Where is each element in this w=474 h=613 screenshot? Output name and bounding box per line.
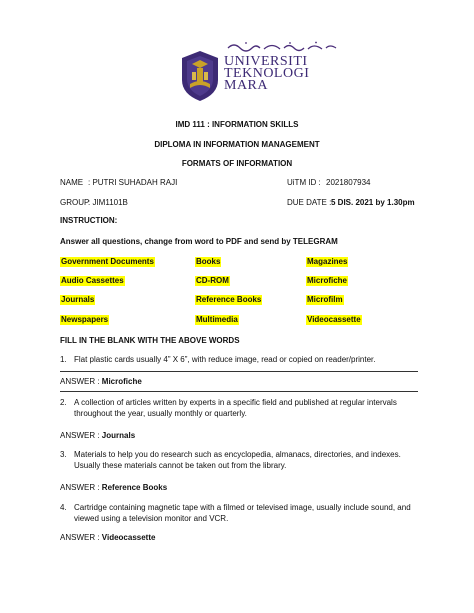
answer-label: ANSWER : <box>60 377 100 386</box>
word-audio-cassettes: Audio Cassettes <box>61 276 124 285</box>
word-videocassette: Videocassette <box>307 315 361 324</box>
logo-jawi-text <box>226 40 340 54</box>
answer-label: ANSWER : <box>60 431 100 440</box>
jawi-script-graphic <box>226 40 340 52</box>
uitm-id-value: 2021807934 <box>326 178 371 187</box>
crest-icon <box>180 50 220 102</box>
word-magazines: Magazines <box>307 257 348 266</box>
group-label: GROUP <box>60 198 90 207</box>
word-multimedia: Multimedia <box>196 315 238 324</box>
answer-2 <box>60 431 135 440</box>
word-government-documents: Government Documents <box>61 257 154 266</box>
instruction-text: Answer all questions, change from word to PDF and send by TELEGRAM <box>60 237 338 246</box>
divider <box>60 391 418 392</box>
word-microfiche: Microfiche <box>307 276 348 285</box>
uitm-logo <box>180 38 340 108</box>
answer-label: ANSWER : <box>60 483 100 492</box>
group-value: : JIM1101B <box>88 198 128 207</box>
course-title: IMD 111 : INFORMATION SKILLS <box>175 120 299 129</box>
question-text: Materials to help you do research such as encyclopedia, almanacs, directories, and indexes. Usually these materials cannot be taken out from the library. <box>74 450 401 470</box>
fill-heading: FILL IN THE BLANK WITH THE ABOVE WORDS <box>60 336 240 345</box>
word-newspapers: Newspapers <box>61 315 109 324</box>
name-label: NAME <box>60 178 84 187</box>
topic-title: FORMATS OF INFORMATION <box>181 159 293 168</box>
answer-1 <box>60 377 142 386</box>
logo-line-3: MARA <box>224 78 269 93</box>
word-reference-books: Reference Books <box>196 295 262 304</box>
answer-value: Videocassette <box>101 533 156 542</box>
answer-4 <box>60 533 155 542</box>
question-text: A collection of articles written by experts in a specific field and published at regular intervals throughout the year, usually monthly or quarterly. <box>74 398 397 418</box>
question-text: Cartridge containing magnetic tape with a filmed or televised image, usually include sound, and viewed using a television monitor and VCR. <box>74 503 411 523</box>
uitm-id-label: UiTM ID : <box>287 178 321 187</box>
word-books: Books <box>196 257 221 266</box>
question-number: 1. <box>60 355 67 364</box>
logo-line-2: TEKNOLOGI <box>224 66 310 81</box>
answer-value: Journals <box>101 431 136 440</box>
answer-label: ANSWER : <box>60 533 100 542</box>
instruction-heading: INSTRUCTION: <box>60 216 118 225</box>
due-date-label: DUE DATE : <box>287 198 332 207</box>
logo-wordmark <box>224 56 309 92</box>
name-value: : PUTRI SUHADAH RAJI <box>88 178 178 187</box>
divider <box>60 371 418 372</box>
word-microfilm: Microfilm <box>307 295 343 304</box>
word-journals: Journals <box>61 295 95 304</box>
answer-value: Reference Books <box>101 483 168 492</box>
word-cd-rom: CD-ROM <box>196 276 229 285</box>
answer-3 <box>60 483 167 492</box>
question-number: 2. <box>60 398 67 407</box>
program-title: DIPLOMA IN INFORMATION MANAGEMENT <box>154 140 320 149</box>
logo-line-1: UNIVERSITI <box>224 54 308 69</box>
question-text: Flat plastic cards usually 4” X 6”, with reduce image, read or copied on reader/printer. <box>74 355 376 364</box>
answer-value: Microfiche <box>101 377 142 386</box>
due-date-value: 5 DIS. 2021 by 1.30pm <box>331 198 415 207</box>
question-number: 3. <box>60 450 67 459</box>
question-number: 4. <box>60 503 67 512</box>
